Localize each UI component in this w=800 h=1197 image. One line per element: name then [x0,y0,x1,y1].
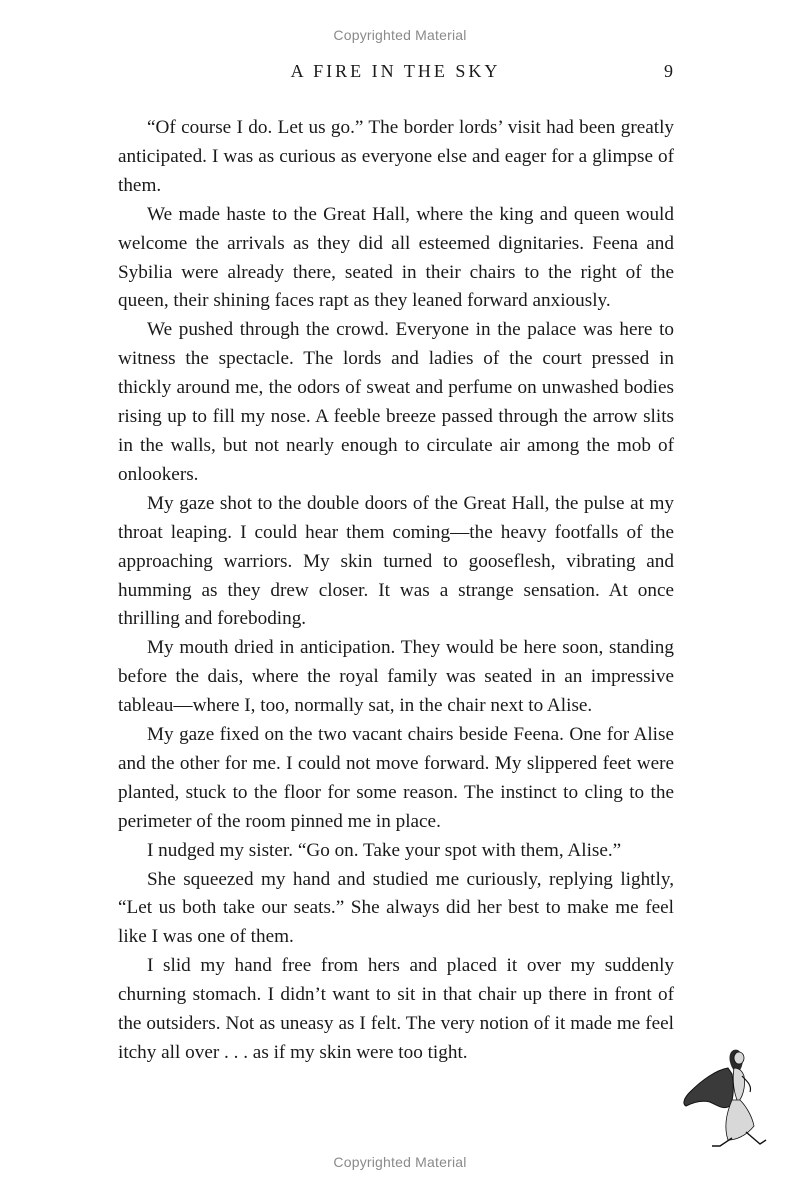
paragraph: I slid my hand free from hers and placed it over my suddenly churning stomach. I didn’t want to sit in that chair up there in front of the outsiders. Not as uneasy as I felt. The very notion of it made me feel itchy all over . . . as if my skin were too tight. [118,955,674,1063]
page-number: 9 [664,61,673,81]
paragraph: My gaze shot to the double doors of the Great Hall, the pulse at my throat leaping. I could hear them coming—the heavy footfalls of the approaching warriors. My skin turned to gooseflesh, vibrating and humming as they drew closer. It was a strange sensation. At once thrilling and foreboding. [118,492,674,630]
leg-shape [746,1132,766,1144]
torso-shape [733,1068,744,1102]
running-head [118,58,673,84]
running-title: A FIRE IN THE SKY [290,61,501,81]
running-girl-icon [680,1040,770,1155]
paragraph: My gaze fixed on the two vacant chairs beside Feena. One for Alise and the other for me. I could not move forward. My slippered feet were planted, stuck to the floor for some reason. The instinct to cling to the perimeter of the room pinned me in place. [118,724,674,832]
paragraph: We pushed through the crowd. Everyone in the palace was here to witness the spectacle. The lords and ladies of the court pressed in thickly around me, the odors of sweat and perfume on unwashed bodies rising up to fill my nose. A feeble breeze passed through the arrow slits in the walls, but not nearly enough to circulate air among the mob of onlookers. [118,319,674,485]
leg-shape [712,1138,732,1146]
paragraph: My mouth dried in anticipation. They would be here soon, standing before the dais, where the royal family was seated in an impressive tableau—where I, too, normally sat, in the chair next to Alise. [118,637,674,717]
cloak-shape [684,1068,733,1108]
paragraph: We made haste to the Great Hall, where the king and queen would welcome the arrivals as they did all esteemed dignitaries. Feena and Sybilia were already there, seated in their chairs to the right of the queen, their shining faces rapt as they leaned forward anxiously. [118,203,674,312]
paragraph: “Of course I do. Let us go.” The border lords’ visit had been greatly anticipated. I was as curious as everyone else and eager for a glimpse of them. [118,117,674,196]
copyright-notice-bottom: Copyrighted Material [333,1154,467,1170]
face-shape [734,1052,744,1064]
copyright-notice-top: Copyrighted Material [333,27,467,43]
paragraph: I nudged my sister. “Go on. Take your spot with them, Alise.” [147,839,622,861]
paragraph: She squeezed my hand and studied me curiously, replying lightly, “Let us both take our seats.” She always did her best to make me feel like I was one of them. [118,868,674,948]
skirt-shape [726,1100,754,1140]
body-text [118,114,674,1068]
